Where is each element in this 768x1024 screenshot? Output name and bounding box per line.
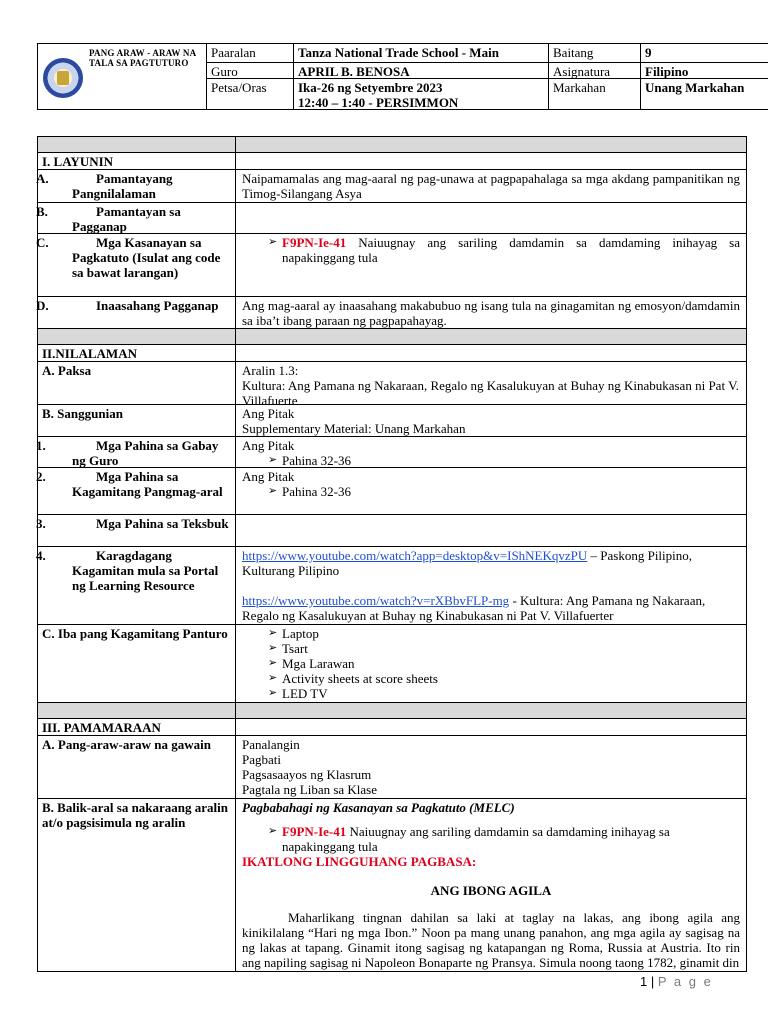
- list-item: ➢ Laptop: [242, 626, 740, 641]
- value-markahan: Unang Markahan: [645, 80, 745, 95]
- row-value: [236, 625, 746, 702]
- row-value: Ang Pitak Supplementary Material: Unang Markahan: [242, 406, 466, 436]
- form-tag: PANG ARAW - ARAW NA TALA SA PAGTUTURO: [89, 48, 196, 68]
- section-heading-row: [38, 153, 746, 170]
- row-value: Panalangin Pagbati Pagsasaayos ng Klasrum Pagtala ng Liban sa Klase: [242, 737, 378, 797]
- table-row: [38, 170, 746, 203]
- spacer-row: [38, 703, 746, 719]
- table-row: [38, 405, 746, 437]
- story-text: Maharlikang tingnan dahilan sa laki at taglay na lakas, ang ibong agila ang kinikilalang “Hari ng mga Ibon.” Noon pa mang unang panahon, ang mga agila ay sagisag na ng lakas at tapang. Ginamit itong sagisag ng katapangan ng Roma, Russia at Austria. Ito rin ang napiling sagisag ni Napoleon Bonaparte ng Pransya. Simula noong taong 1782, ginamit din: [242, 910, 740, 970]
- section-title-layunin: I. LAYUNIN: [38, 153, 236, 169]
- row-label: B. Sanggunian: [38, 405, 236, 436]
- header-row: [207, 44, 768, 63]
- melc-heading: Pagbabahagi ng Kasanayan sa Pagkatuto (MELC): [242, 800, 515, 815]
- reading-heading: IKATLONG LINGGUHANG PAGBASA:: [242, 854, 477, 869]
- table-row: [38, 297, 746, 329]
- footer-separator: |: [647, 974, 658, 989]
- row-value: Pagbabahagi ng Kasanayan sa Pagkatuto (MELC) ➢ F9PN-Ie-41 Naiuugnay ang sariling damdamin sa damdaming inihayag sa napakinggang tula IKATLONG LINGGUHANG PAGBASA: ANG IBONG AGILA Maharlikang tingnan dahilan sa laki at taglay na lakas, ang ibong agila ang kinikilalang “Hari ng mga Ibon.” Noon pa mang unang panahon, ang mga agila ay sagisag na ng lakas at tapang. Ginamit itong sagisag ng katapangan ng Roma, Russia at Austria. Ito rin ang napiling sagisag ni Napoleon Bonaparte ng Pransya. Simula noong taong 1782, ginamit din: [236, 799, 746, 971]
- section-title-nilalaman: II.NILALAMAN: [38, 345, 236, 361]
- value-guro: APRIL B. BENOSA: [298, 64, 410, 79]
- row-value: Ang Pitak ➢ Pahina 32-36: [236, 468, 746, 514]
- label-baitang: Baitang: [553, 45, 594, 60]
- row-value: Ang mag-aaral ay inaasahang makabubuo ng isang tula na ginagamitan ng emosyon/damdamin sa iba’t ibang paraan ng pagpapahayag.: [242, 298, 740, 328]
- value-baitang: 9: [645, 45, 652, 60]
- list-item: ➢ Activity sheets at score sheets: [242, 671, 740, 686]
- row-label: 4. Karagdagang Kagamitan mula sa Portal ng Learning Resource: [38, 547, 236, 624]
- deped-seal-logo: [38, 44, 87, 111]
- competency-code: F9PN-Ie-41: [282, 824, 347, 839]
- table-row: [38, 625, 746, 703]
- lesson-plan-table: [37, 136, 747, 972]
- row-label: C. Iba pang Kagamitang Panturo: [38, 625, 236, 702]
- youtube-link-1[interactable]: https://www.youtube.com/watch?app=desktop&v=IShNEKqvzPU: [242, 548, 588, 563]
- label-markahan: Markahan: [553, 80, 606, 95]
- table-row: [38, 547, 746, 625]
- table-row: [38, 736, 746, 799]
- page-footer: [640, 974, 713, 989]
- list-item: ➢ Tsart: [242, 641, 740, 656]
- header-grid: [206, 44, 768, 109]
- header-row: [207, 63, 768, 79]
- table-row: [38, 515, 746, 547]
- list-item: ➢ LED TV: [242, 686, 740, 701]
- value-asignatura: Filipino: [645, 64, 689, 79]
- table-row: [38, 234, 746, 297]
- page-label: P a g e: [657, 974, 713, 989]
- label-asignatura: Asignatura: [553, 64, 611, 79]
- row-label: D. Inaasahang Pagganap: [38, 297, 236, 328]
- table-row: [38, 468, 746, 515]
- row-label: B. Pamantayan sa Pagganap: [38, 203, 236, 233]
- header-row: [207, 79, 768, 109]
- table-row: [38, 362, 746, 408]
- spacer-row: [38, 137, 746, 153]
- competency-code: F9PN-Ie-41: [282, 235, 347, 250]
- row-label: 3. Mga Pahina sa Teksbuk: [38, 515, 236, 546]
- list-item: ➢ Mga Larawan: [242, 656, 740, 671]
- label-guro: Guro: [211, 64, 238, 79]
- table-row: [38, 799, 746, 971]
- row-value: ➢ F9PN-Ie-41 Naiuugnay ang sariling damdamin sa damdaming inihayag sa napakinggang tula: [236, 234, 746, 296]
- row-value: Naipamamalas ang mag-aaral ng pag-unawa at pagpapahalaga sa mga akdang pampanitikan ng Timog-Silangang Asya: [242, 171, 740, 201]
- row-label: B. Balik-aral sa nakaraang aralin at/o pagsisimula ng aralin: [38, 799, 236, 971]
- table-row: [38, 437, 746, 468]
- label-petsa-oras: Petsa/Oras: [211, 80, 267, 95]
- row-value: Aralin 1.3: Kultura: Ang Pamana ng Nakaraan, Regalo ng Kasalukuyan at Buhay ng Kinabukasan ni Pat V. Villafuerte: [242, 363, 740, 408]
- row-value: Ang Pitak ➢ Pahina 32-36: [236, 437, 746, 467]
- row-label: C. Mga Kasanayan sa Pagkatuto (Isulat ang code sa bawat larangan): [38, 234, 236, 296]
- header-table: [37, 43, 768, 110]
- section-title-pamamaraan: III. PAMAMARAAN: [38, 719, 236, 735]
- time-text: 12:40 – 1:40 - PERSIMMON: [298, 95, 459, 110]
- row-label: 2. Mga Pahina sa Kagamitang Pangmag-aral: [38, 468, 236, 514]
- date-text: Ika-26 ng Setyembre 2023: [298, 80, 443, 95]
- youtube-link-2[interactable]: https://www.youtube.com/watch?v=rXBbvFLP-mg: [242, 593, 510, 608]
- row-label: A. Pang-araw-araw na gawain: [38, 736, 236, 798]
- section-heading-row: [38, 345, 746, 362]
- row-label: 1. Mga Pahina sa Gabay ng Guro: [38, 437, 236, 467]
- value-petsa-oras: [294, 79, 548, 109]
- label-paaralan: Paaralan: [211, 45, 256, 60]
- table-row: [38, 203, 746, 234]
- page-number: 1: [640, 974, 648, 989]
- story-title: ANG IBONG AGILA: [430, 883, 552, 898]
- row-label: A. Pamantayang Pangnilalaman: [38, 170, 236, 202]
- row-label: A. Paksa: [38, 362, 236, 404]
- row-value: https://www.youtube.com/watch?app=desktop&v=IShNEKqvzPU – Paskong Pilipino, Kulturang Pilipino https://www.youtube.com/watch?v=rXBbvFLP-mg - Kultura: Ang Pamana ng Nakaraan, Regalo ng Kasalukuyan at Buhay ng Kinabukasan ni Pat V. Villafuerter: [242, 548, 706, 623]
- section-heading-row: [38, 719, 746, 736]
- spacer-row: [38, 329, 746, 345]
- value-paaralan: Tanza National Trade School - Main: [298, 45, 499, 60]
